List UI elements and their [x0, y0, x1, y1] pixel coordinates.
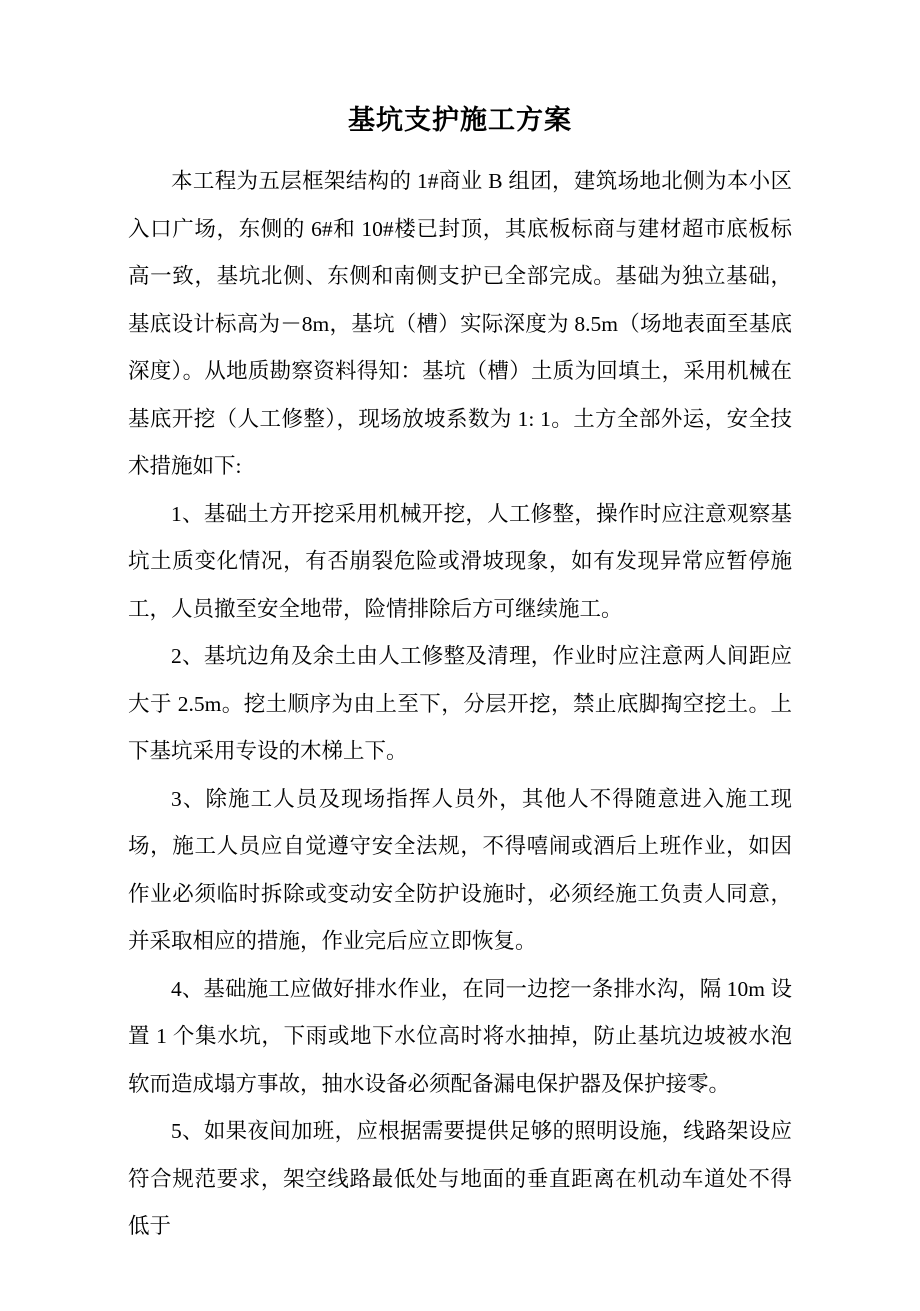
paragraph-item-1: 1、基础土方开挖采用机械开挖，人工修整，操作时应注意观察基坑土质变化情况，有否崩裂危险或滑坡现象，如有发现异常应暂停施工，人员撤至安全地带，险情排除后方可继续施工。: [128, 501, 792, 621]
paragraph-item-5: 5、如果夜间加班，应根据需要提供足够的照明设施，线路架设应符合规范要求，架空线路最低处与地面的垂直距离在机动车道处不得低于: [128, 1119, 792, 1238]
paragraph-item-4: 4、基础施工应做好排水作业，在同一边挖一条排水沟，隔 10m 设置 1 个集水坑，下雨或地下水位高时将水抽掉，防止基坑边坡被水泡软而造成塌方事故，抽水设备必须配备漏电保护器及保护接零。: [128, 976, 792, 1096]
paragraph-item-2: 2、基坑边角及余土由人工修整及清理，作业时应注意两人间距应大于 2.5m。挖土顺序为由上至下，分层开挖，禁止底脚掏空挖土。上下基坑采用专设的木梯上下。: [128, 644, 792, 763]
document-title: 基坑支护施工方案: [348, 105, 572, 135]
paragraph-intro: 本工程为五层框架结构的 1#商业 B 组团，建筑场地北侧为本小区入口广场，东侧的 6#和 10#楼已封顶，其底板标商与建材超市底板标高一致，基坑北侧、东侧和南侧支护已全部完成。基础为独立基础，基底设计标高为－8m，基坑（槽）实际深度为 8.5m（场地表面至基底深度）。从地质勘察资料得知：基坑（槽）土质为回填土，采用机械在基底开挖（人工修整），现场放坡系数为 1: 1。土方全部外运，安全技术措施如下:: [128, 169, 792, 478]
paragraph-item-3: 3、除施工人员及现场指挥人员外，其他人不得随意进入施工现场，施工人员应自觉遵守安全法规，不得嘻闹或酒后上班作业，如因作业必须临时拆除或变动安全防护设施时，必须经施工负责人同意，并采取相应的措施，作业完后应立即恢复。: [128, 786, 792, 953]
